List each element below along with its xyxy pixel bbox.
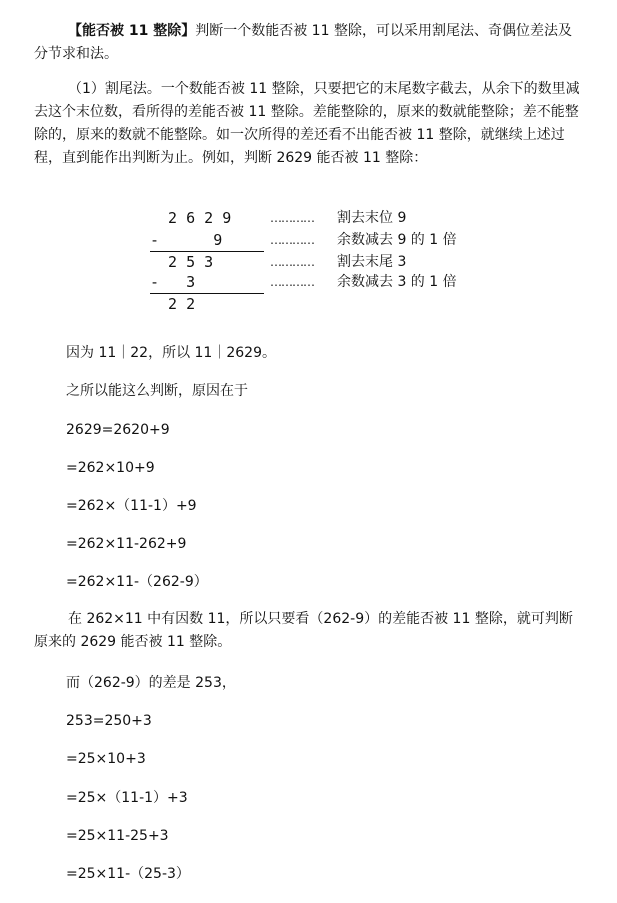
figure-dots: ………… <box>270 255 314 269</box>
division-figure <box>140 206 480 316</box>
figure-digits: 2 5 3 <box>150 253 214 271</box>
equation-line: =25×10+3 <box>66 751 146 767</box>
intro-paragraph <box>34 20 582 66</box>
figure-dots: ………… <box>270 275 314 289</box>
equation-line: =25×（11-1）+3 <box>66 790 188 806</box>
figure-note: 割去末位 9 <box>337 210 407 226</box>
text-line: 之所以能这么判断，原因在于 <box>66 383 248 399</box>
figure-dots: ………… <box>270 211 314 225</box>
equation-line: =262×11-262+9 <box>66 536 187 552</box>
equation-line: =262×（11-1）+9 <box>66 498 197 514</box>
equation-line: 2629=2620+9 <box>66 422 170 438</box>
figure-dots: ………… <box>270 233 314 247</box>
equation-line: =262×11-（262-9） <box>66 574 208 590</box>
equation-line: 253=250+3 <box>66 713 152 729</box>
figure-note: 割去末尾 3 <box>337 254 407 270</box>
figure-digits: - 9 <box>150 231 223 249</box>
equation-line: =25×11-（25-3） <box>66 866 190 882</box>
equation-line: =25×11-25+3 <box>66 828 169 844</box>
text-paragraph: 在 262×11 中有因数 11，所以只要看（262-9）的差能否被 11 整除，就可判断原来的 2629 能否被 11 整除。 <box>34 611 573 650</box>
figure-note: 余数减去 3 的 1 倍 <box>337 274 457 290</box>
method1-paragraph: （1）割尾法。一个数能否被 11 整除，只要把它的末尾数字截去，从余下的数里减去这个末位数，看所得的差能否被 11 整除。差能整除的，原来的数就能整除；差不能整除的，原来的数就不能整除。如一次所得的差还看不出能否被 11 整除，就继续上述过程，直到能作出判断为止。例如，判断 2629 能否被 11 整除： <box>34 81 580 166</box>
figure-digits: 2 2 <box>150 295 196 313</box>
figure-digits: - 3 <box>150 273 196 291</box>
figure-digits: 2 6 2 9 <box>150 209 232 227</box>
text-line: 而（262-9）的差是 253， <box>66 675 236 691</box>
intro-text: 判断一个数能否被 11 整除，可以采用割尾法、奇偶位差法及分节求和法。 <box>34 23 572 62</box>
text-line: 因为 11｜22，所以 11｜2629。 <box>66 345 276 361</box>
equation-line: =262×10+9 <box>66 460 155 476</box>
figure-note: 余数减去 9 的 1 倍 <box>337 232 457 248</box>
intro-title: 【能否被 11 整除】 <box>68 23 196 39</box>
